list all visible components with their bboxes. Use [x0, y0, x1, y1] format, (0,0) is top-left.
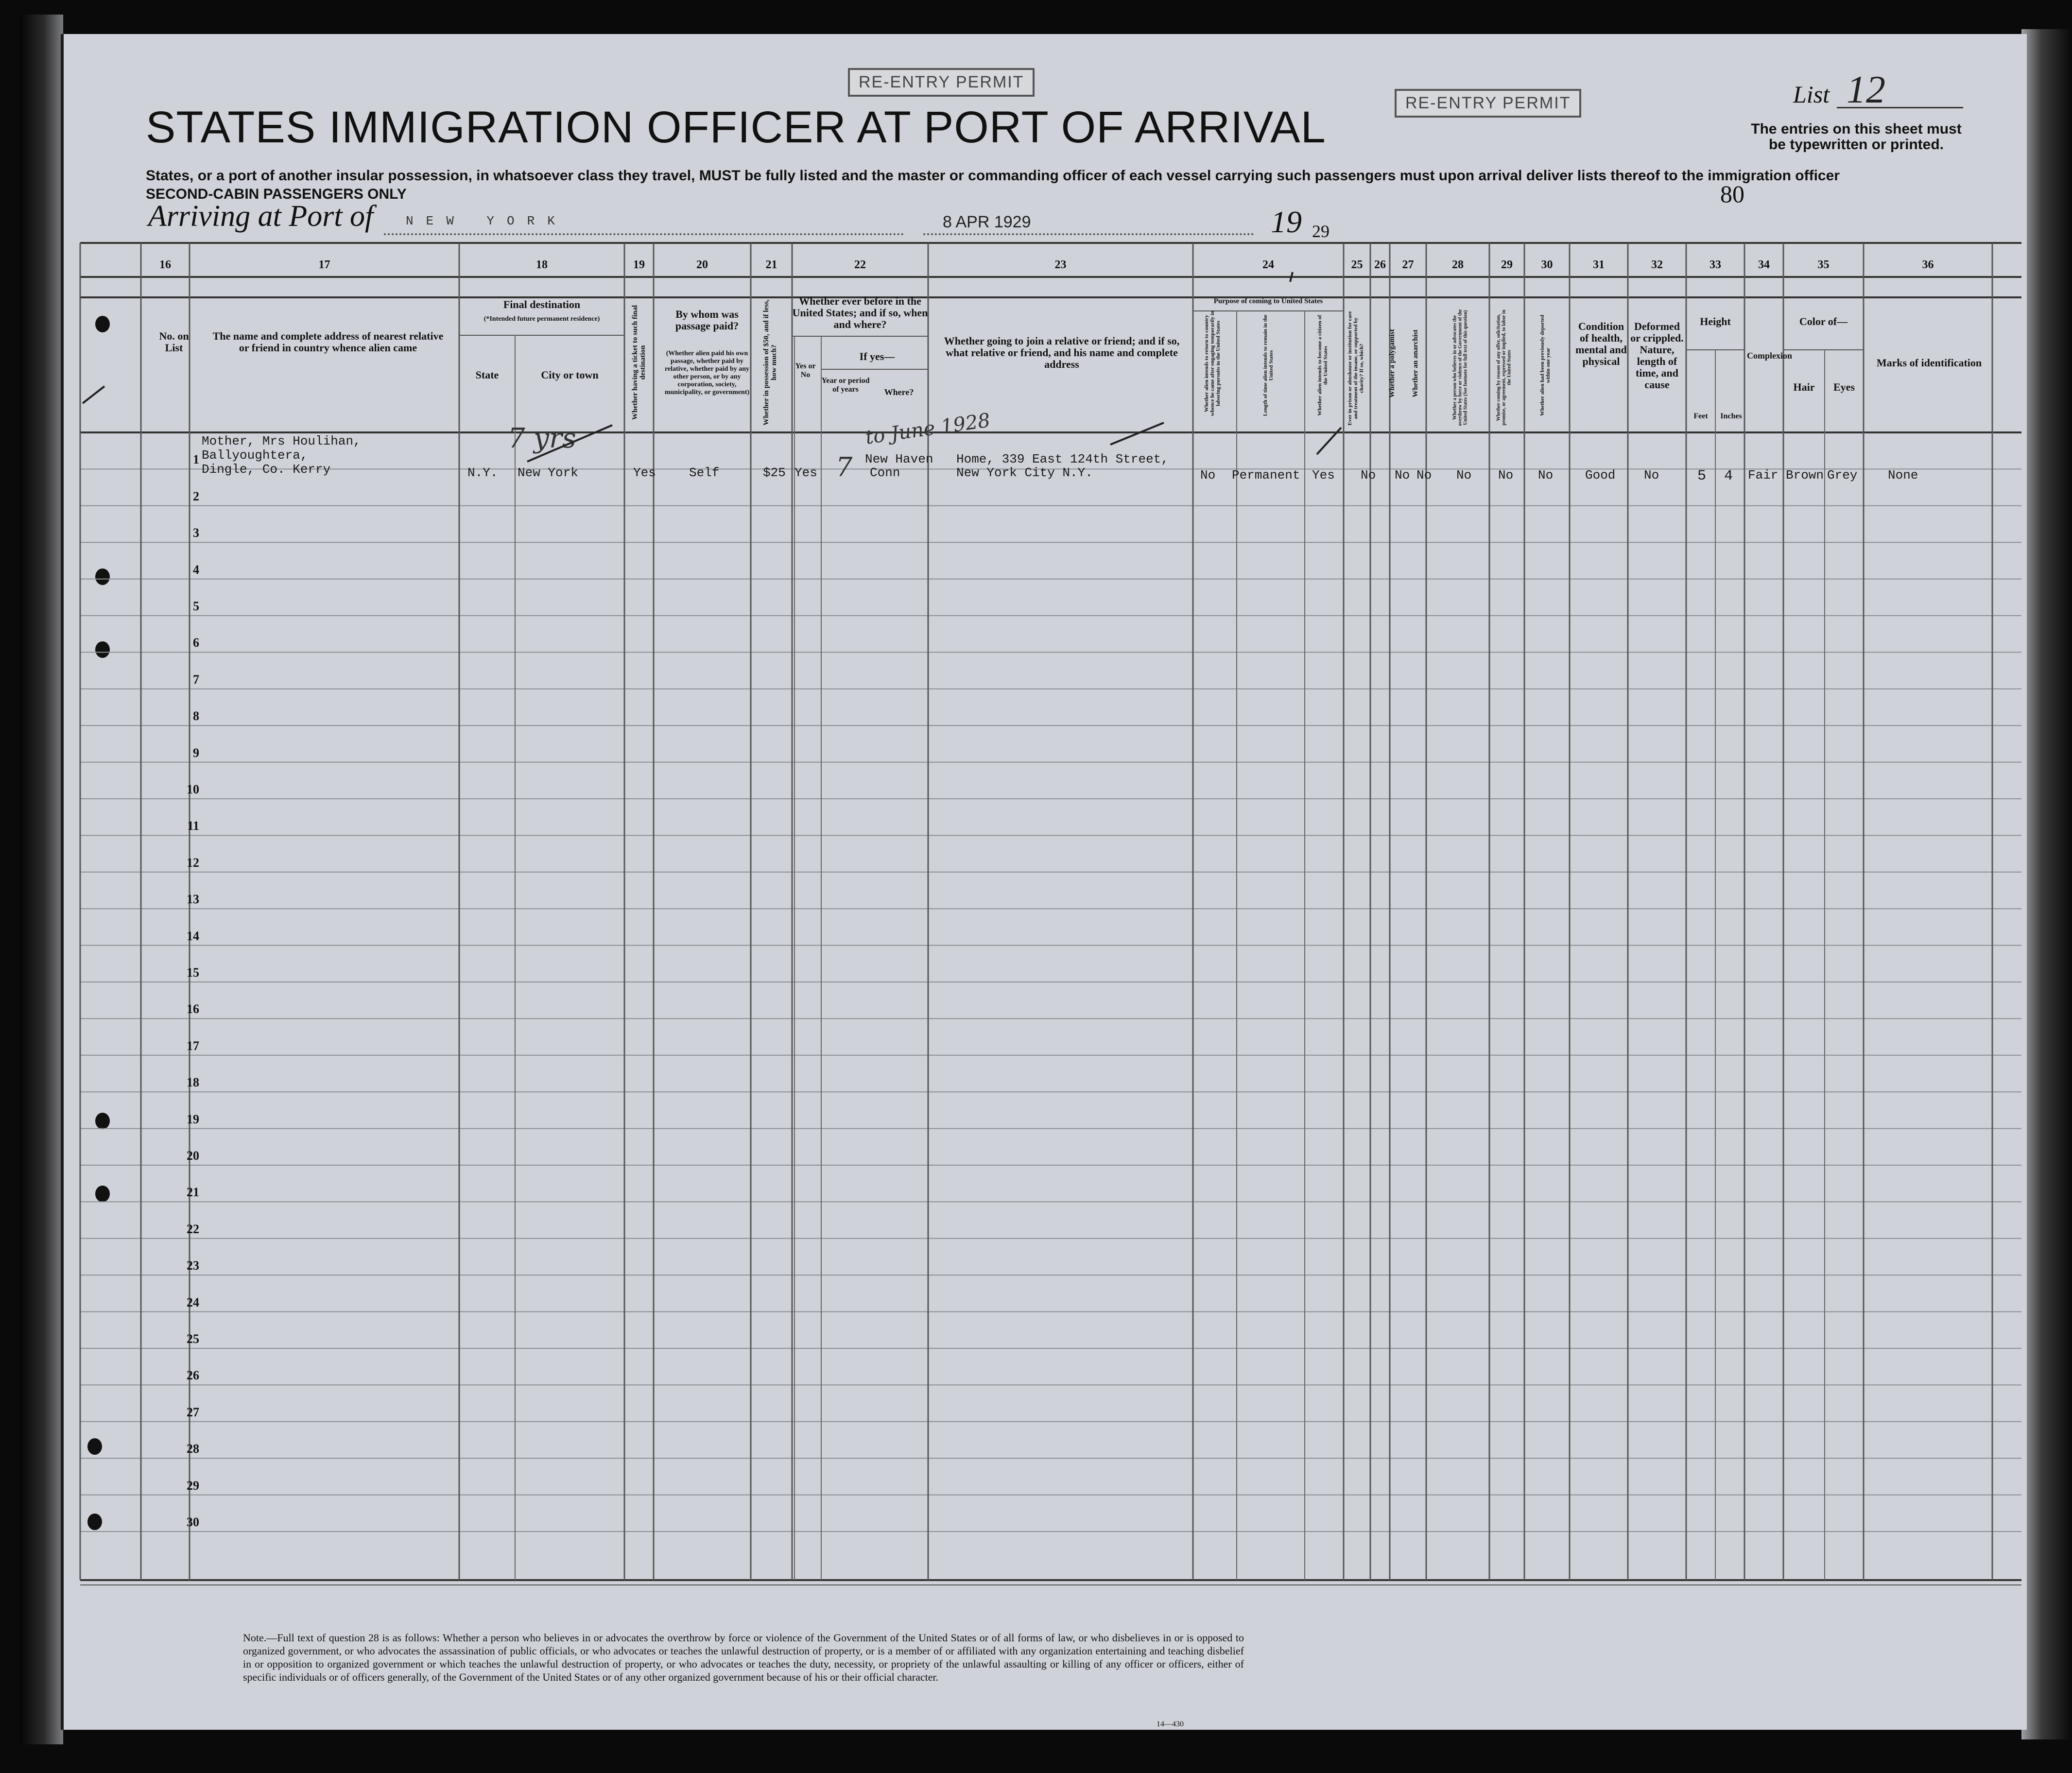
row-number: 17 [187, 1038, 199, 1053]
entry-state: N.Y. [467, 465, 498, 480]
header-deformed: Deformed or crippled. Nature, length of time, and cause [1630, 320, 1684, 391]
column-number: 36 [1922, 258, 1934, 271]
header-state: State [475, 369, 499, 381]
entry-city: New York [518, 465, 578, 480]
column-number: 27 [1402, 258, 1414, 271]
row-number: 3 [193, 526, 199, 540]
handwritten-year-period: 7 [836, 452, 853, 482]
header-color-of: Color of— [1799, 315, 1848, 327]
header-col25: Ever in prison or almshouse or institution for care and treatment of the insane, or supported by charity? If so, which? [1347, 311, 1364, 426]
handwritten-city-note: 7 yrs [508, 423, 576, 454]
cabin-class-label: SECOND-CABIN PASSENGERS ONLY [146, 186, 407, 202]
instruction-text: States, or a port of another insular possession, in whatsoever class they travel, MUST be fully listed and the master or commanding officer of each vessel carrying such passengers must upon arrival deliver lists thereof to the immigration officer [146, 168, 1840, 184]
column-number: 26 [1374, 258, 1386, 271]
header-complexion: Complexion [1747, 351, 1793, 361]
entry-purpose-citizen: Yes [1312, 468, 1335, 482]
header-col29: Whether coming by reason of any offer, solicitation, promise, or agreement, expressed or implied, to labor in the United States [1496, 310, 1512, 426]
entry-money: $25 [763, 465, 786, 480]
footnote-question-28: Note.—Full text of question 28 is as follows: Whether a person who believes in or advocates the overthrow by force or violence of the Government of the United States or of all forms of law, or who disbelieves in or is opposed to organized government, or who advocates the assassination of public officials, or who advocates or teaches the unlawful destruction of property, or is a member of or affiliated with any organization entertaining and teaching disbelief in or opposition to organized government or which teaches the unlawful destruction of property, or who advocates or teaches the duty, necessity, or propriety of the unlawful assaulting or killing of any officer or officers, either of specific individuals or of officers generally, of the Government of the United States or of any other organized government because of his or their official character. [243, 1632, 1244, 1683]
row-number: 7 [193, 672, 199, 687]
entry-purpose-length: Permanent [1232, 468, 1300, 482]
row-number: 24 [187, 1295, 199, 1309]
header-city-or-town: City or town [541, 369, 599, 381]
row-number: 1 [193, 452, 199, 467]
header-where: Where? [884, 387, 914, 397]
row-number: 14 [187, 929, 199, 943]
year-suffix: 29 [1312, 222, 1330, 241]
handwritten-period-note: to June 1928 [864, 409, 992, 449]
port-value: NEW YORK [406, 214, 568, 228]
column-number: 21 [765, 258, 777, 271]
entry-col30: No [1538, 468, 1554, 482]
entry-paid-by: Self [689, 465, 720, 480]
year-prefix: 19 [1271, 205, 1302, 239]
column-number: 22 [854, 258, 866, 271]
header-ticket: Whether having a ticket to such final destination [631, 305, 647, 420]
header-if-yes: If yes— [859, 350, 895, 362]
row-number: 5 [193, 599, 199, 613]
header-condition: Condition of health, mental and physical [1575, 320, 1627, 367]
list-label: List [1793, 81, 1830, 108]
header-col27: Whether an anarchist [1412, 329, 1419, 397]
header-inches: Inches [1720, 412, 1742, 420]
row-number: 4 [193, 562, 199, 577]
header-no-on-list: No. on List [159, 330, 189, 354]
header-by-whom-paid: By whom was passage paid? [675, 308, 739, 332]
header-purpose-return: Whether alien intends to return to country whence he came after engaging temporarily in laboring pursuits in the United States [1204, 310, 1221, 416]
entry-col26: No [1395, 468, 1410, 482]
header-eyes: Eyes [1833, 381, 1855, 393]
row-number: 11 [187, 819, 199, 833]
row-number: 30 [187, 1515, 199, 1529]
header-purpose: Purpose of coming to United States [1213, 297, 1323, 305]
entry-inches: 4 [1724, 468, 1733, 484]
row-number: 19 [187, 1112, 199, 1126]
entry-feet: 5 [1697, 468, 1707, 484]
row-number: 28 [187, 1442, 199, 1456]
row-number: 15 [187, 965, 199, 980]
column-number: 32 [1651, 258, 1663, 271]
entry-ticket: Yes [633, 465, 656, 480]
column-number: 34 [1758, 258, 1770, 271]
row-number: 10 [187, 782, 199, 796]
header-height: Height [1700, 315, 1731, 327]
column-number: 30 [1541, 258, 1553, 271]
row-number: 8 [193, 709, 199, 723]
column-number: 33 [1709, 258, 1721, 271]
entry-deformed: No [1644, 468, 1659, 482]
entry-where-line1: New Haven [865, 452, 933, 466]
header-joining-relative: Whether going to join a relative or friend; and if so, what relative or friend, and his name and complete address [944, 335, 1180, 370]
column-number: 35 [1817, 258, 1830, 271]
arriving-label: Arriving at Port of [148, 200, 374, 233]
row-number: 25 [187, 1332, 199, 1346]
column-number: 17 [318, 258, 330, 271]
entry-eyes: Grey [1827, 468, 1858, 482]
column-number: 19 [633, 258, 645, 271]
row-number: 9 [193, 745, 199, 760]
row-number: 12 [187, 855, 199, 870]
row-number: 20 [187, 1149, 199, 1163]
column-number: 20 [696, 258, 708, 271]
row-number: 16 [187, 1002, 199, 1016]
column-number: 28 [1452, 258, 1464, 271]
entry-join-line1: Home, 339 East 124th Street, [956, 452, 1169, 466]
entry-relative-line1: Mother, Mrs Houlihan, [202, 434, 361, 448]
row-number: 26 [187, 1368, 199, 1383]
entry-col29: No [1498, 468, 1514, 482]
header-purpose-length: Length of time alien intends to remain in the United States [1262, 314, 1274, 416]
re-entry-permit-stamp: RE-ENTRY PERMIT [848, 68, 1035, 97]
column-number: 31 [1593, 258, 1605, 271]
header-yes-or-no: Yes or No [795, 362, 816, 379]
entries-note: The entries on this sheet must be typewritten or printed. [1751, 121, 1962, 153]
header-year-period: Year or period of years [821, 377, 870, 394]
header-hair: Hair [1793, 381, 1815, 393]
page-title: STATES IMMIGRATION OFFICER AT PORT OF ARRIVAL [146, 103, 1326, 152]
entry-ever-before: Yes [794, 465, 817, 480]
sheet-number: 80 [1720, 180, 1744, 207]
header-col30: Whether alien had been previously deported within one year [1539, 314, 1551, 416]
arrival-date-stamp: 8 APR 1929 [943, 213, 1031, 231]
row-number: 23 [187, 1258, 199, 1273]
row-number: 13 [187, 892, 199, 907]
entry-join-line2: New York City N.Y. [956, 465, 1093, 480]
entry-relative-line2: Ballyoughtera, [202, 448, 308, 463]
header-ever-before: Whether ever before in the United States; and if so, when and where? [792, 295, 928, 330]
entry-col25: No [1361, 468, 1376, 482]
header-final-destination: Final destination [503, 298, 581, 310]
header-col28: Whether a person who believes in or advocates the overthrow by force or violence of the Government of the United States (See footnote for full text of this question) [1452, 309, 1468, 426]
row-number: 21 [187, 1185, 199, 1200]
row-number: 18 [187, 1075, 199, 1090]
column-number: 18 [536, 258, 548, 271]
entry-marks: None [1888, 468, 1918, 482]
list-number: 12 [1847, 69, 1885, 111]
header-purpose-citizen: Whether alien intends to become a citizen of the United States [1317, 315, 1329, 416]
column-number: 25 [1351, 258, 1363, 271]
form-number: 14—430 [1157, 1720, 1184, 1728]
header-marks: Marks of identification [1876, 357, 1982, 369]
header-relative-address: The name and complete address of nearest relative or friend in country whence alien came [212, 330, 444, 354]
row-number: 29 [187, 1478, 199, 1493]
entry-condition: Good [1585, 468, 1616, 482]
column-number: 24 [1262, 258, 1274, 271]
entry-complexion: Fair [1748, 468, 1778, 482]
re-entry-permit-stamp: RE-ENTRY PERMIT [1395, 89, 1581, 118]
column-number: 16 [159, 258, 171, 271]
row-number: 6 [193, 636, 199, 650]
entry-col27: No [1416, 468, 1432, 482]
row-number: 27 [187, 1405, 199, 1419]
row-number: 22 [187, 1222, 199, 1236]
entry-hair: Brown [1786, 468, 1824, 482]
column-number: 29 [1501, 258, 1513, 271]
row-number: 2 [193, 489, 199, 503]
entry-col28: No [1456, 468, 1472, 482]
column-number: 23 [1054, 258, 1067, 271]
header-possession-50: Whether in possession of $50, and if less, how much? [762, 299, 778, 426]
entry-purpose-return: No [1200, 468, 1216, 482]
entry-relative-line3: Dingle, Co. Kerry [202, 462, 331, 477]
entry-where-line2: Conn [870, 465, 900, 480]
header-by-whom-note: (Whether alien paid his own passage, whether paid by relative, whether paid by any other person, or by any corporation, society, municipality, or government) [664, 350, 750, 396]
header-final-destination-note: (*Intended future permanent residence) [483, 315, 600, 323]
header-col26: Whether a polygamist [1388, 329, 1396, 398]
header-feet: Feet [1693, 412, 1708, 420]
